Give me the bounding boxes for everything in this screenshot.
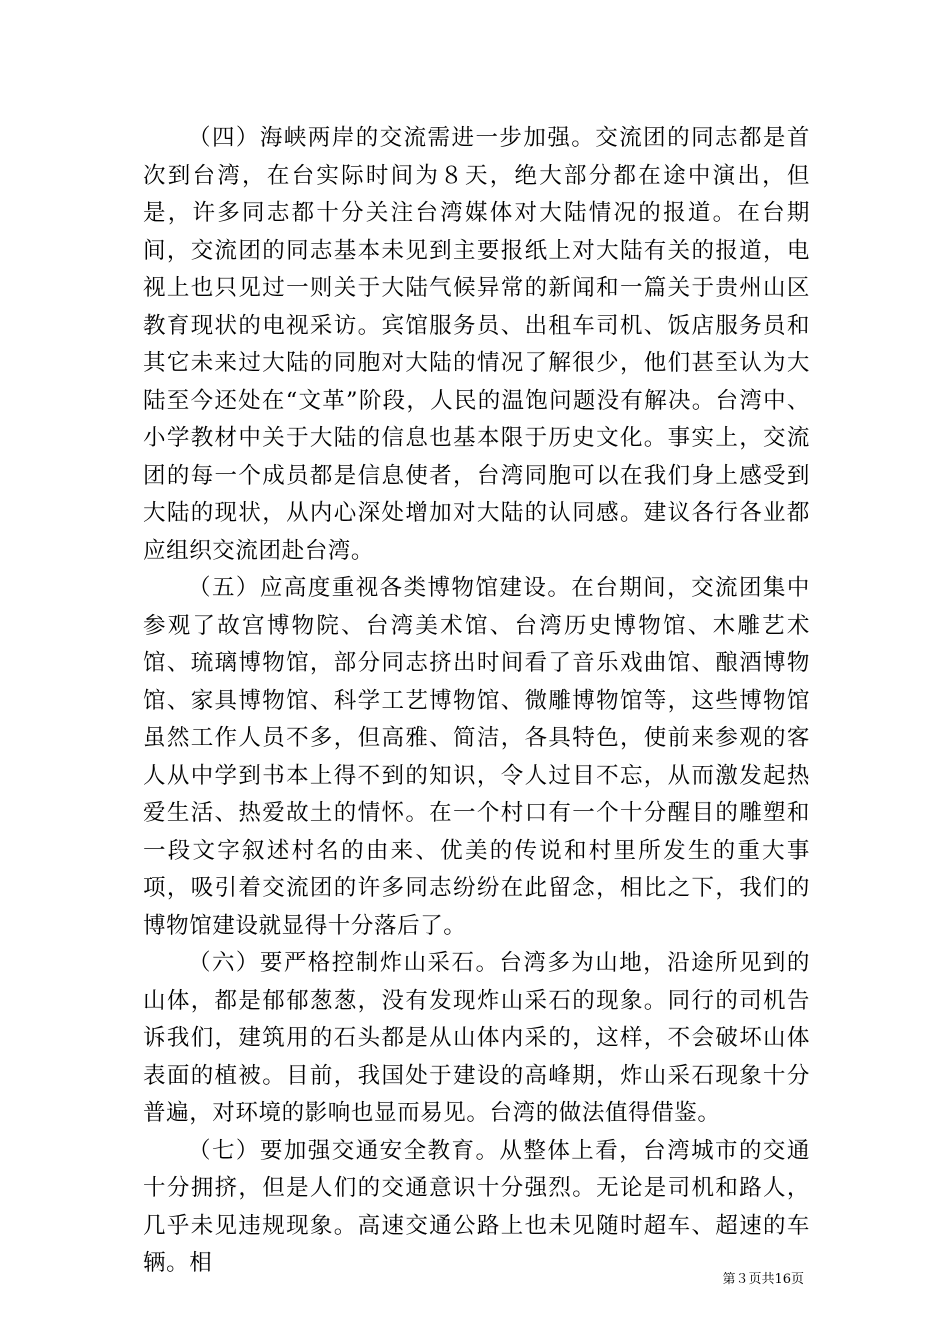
paragraph-7-traffic-safety: （七）要加强交通安全教育。从整体上看，台湾城市的交通十分拥挤，但是人们的交通意识十分强烈。无论是司机和路人，几乎未见违规现象。高速交通公路上也未见随时超车、超速的车辆。相 (143, 1137, 810, 1276)
paragraph-4-cross-strait-exchange: （四）海峡两岸的交流需进一步加强。交流团的同志都是首次到台湾，在台实际时间为８天，绝大部分都在途中演出，但是，许多同志都十分关注台湾媒体对大陆情况的报道。在台期间，交流团的同志基本未见到主要报纸上对大陆有关的报道，电视上也只见过一则关于大陆气候异常的新闻和一篇关于贵州山区教育现状的电视采访。宾馆服务员、出租车司机、饭店服务员和其它未来过大陆的同胞对大陆的情况了解很少，他们甚至认为大陆至今还处在“文革”阶段，人民的温饱问题没有解决。台湾中、小学教材中关于大陆的信息也基本限于历史文化。事实上，交流团的每一个成员都是信息使者，台湾同胞可以在我们身上感受到大陆的现状，从内心深处增加对大陆的认同感。建议各行各业都应组织交流团赴台湾。 (143, 125, 810, 564)
document-body (143, 120, 810, 1283)
paragraph-5-museum-construction: （五）应高度重视各类博物馆建设。在台期间，交流团集中参观了故宫博物院、台湾美术馆、台湾历史博物馆、木雕艺术馆、琉璃博物馆，部分同志挤出时间看了音乐戏曲馆、酿酒博物馆、家具博物馆、科学工艺博物馆、微雕博物馆等，这些博物馆虽然工作人员不多，但高雅、简洁，各具特色，使前来参观的客人从中学到书本上得不到的知识，令人过目不忘，从而激发起热爱生活、热爱故土的情怀。在一个村口有一个十分醒目的雕塑和一段文字叙述村名的由来、优美的传说和村里所发生的重大事项，吸引着交流团的许多同志纷纷在此留念，相比之下，我们的博物馆建设就显得十分落后了。 (143, 575, 810, 939)
page-number: 第３页共16页 (722, 1272, 804, 1287)
paragraph-6-quarrying-control: （六）要严格控制炸山采石。台湾多为山地，沿途所见到的山体，都是郁郁葱葱，没有发现炸山采石的现象。同行的司机告诉我们，建筑用的石头都是从山体内采的，这样，不会破坏山体表面的植被。目前，我国处于建设的高峰期，炸山采石现象十分普遍，对环境的影响也显而易见。台湾的做法值得借鉴。 (143, 950, 810, 1126)
